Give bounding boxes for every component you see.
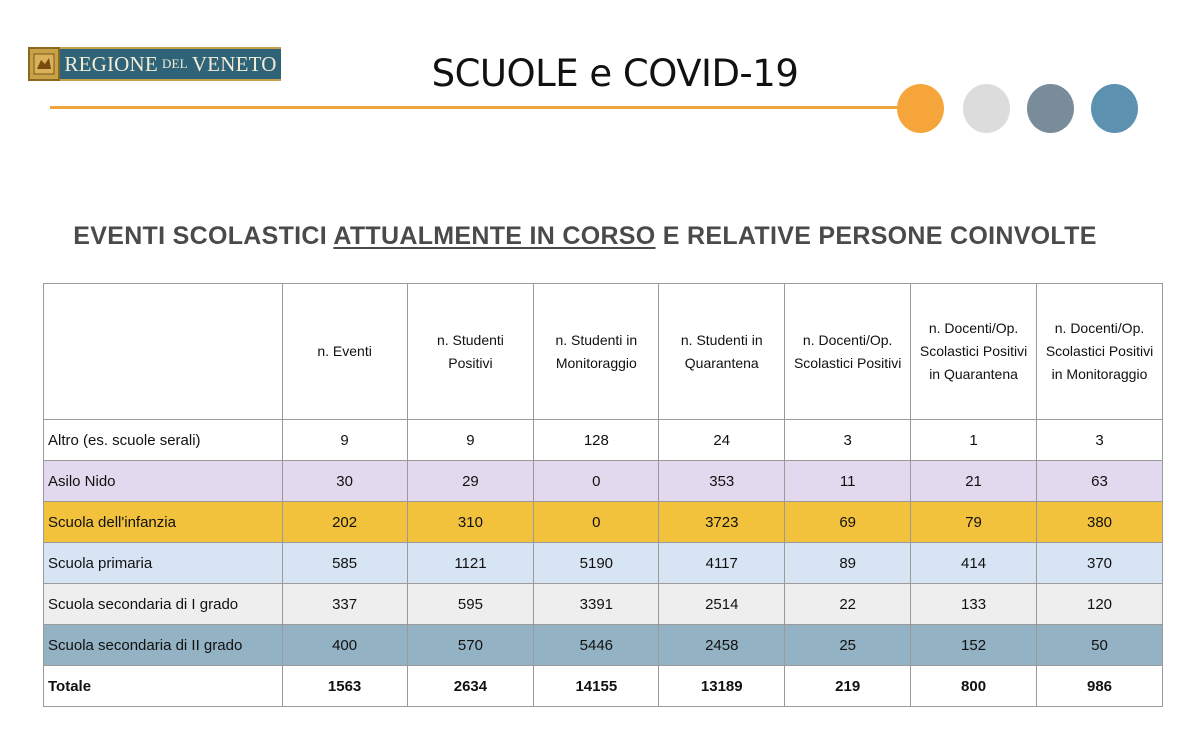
cell-value: 14155 bbox=[534, 666, 659, 707]
cell-value: 310 bbox=[407, 502, 534, 543]
cell-value: 24 bbox=[659, 420, 785, 461]
cell-value: 30 bbox=[282, 461, 407, 502]
cell-value: 1121 bbox=[407, 543, 534, 584]
cell-value: 63 bbox=[1037, 461, 1163, 502]
cell-value: 370 bbox=[1037, 543, 1163, 584]
cell-value: 585 bbox=[282, 543, 407, 584]
cell-value: 9 bbox=[407, 420, 534, 461]
row-label: Altro (es. scuole serali) bbox=[44, 420, 283, 461]
title-underline-rule bbox=[50, 106, 910, 109]
cell-value: 133 bbox=[911, 584, 1037, 625]
cell-value: 128 bbox=[534, 420, 659, 461]
cell-value: 1563 bbox=[282, 666, 407, 707]
cell-value: 2458 bbox=[659, 625, 785, 666]
cell-value: 337 bbox=[282, 584, 407, 625]
cell-value: 152 bbox=[911, 625, 1037, 666]
cell-value: 79 bbox=[911, 502, 1037, 543]
subtitle-before: EVENTI SCOLASTICI bbox=[73, 222, 334, 250]
table-row-totale bbox=[44, 666, 1163, 707]
row-label: Scuola primaria bbox=[44, 543, 283, 584]
row-label: Scuola secondaria di I grado bbox=[44, 584, 283, 625]
logo-text bbox=[60, 47, 281, 81]
table-row-altro bbox=[44, 420, 1163, 461]
cell-value: 11 bbox=[785, 461, 911, 502]
header-docenti-monitoraggio: n. Docenti/Op. Scolastici Positivi in Monitoraggio bbox=[1037, 284, 1163, 420]
table-row-secondaria-i bbox=[44, 584, 1163, 625]
header-empty bbox=[44, 284, 283, 420]
header-docenti-quarantena: n. Docenti/Op. Scolastici Positivi in Quarantena bbox=[911, 284, 1037, 420]
page-title: SCUOLE e COVID-19 bbox=[431, 52, 799, 95]
cell-value: 9 bbox=[282, 420, 407, 461]
cell-value: 219 bbox=[785, 666, 911, 707]
logo-text-main: REGIONE bbox=[64, 51, 158, 76]
cell-value: 25 bbox=[785, 625, 911, 666]
cell-value: 89 bbox=[785, 543, 911, 584]
header-studenti-monitoraggio: n. Studenti in Monitoraggio bbox=[534, 284, 659, 420]
cell-value: 50 bbox=[1037, 625, 1163, 666]
header-docenti-positivi: n. Docenti/Op. Scolastici Positivi bbox=[785, 284, 911, 420]
decorative-dot-slate bbox=[1027, 84, 1074, 133]
row-label: Totale bbox=[44, 666, 283, 707]
table-subtitle bbox=[0, 222, 1170, 251]
row-label: Scuola secondaria di II grado bbox=[44, 625, 283, 666]
cell-value: 3723 bbox=[659, 502, 785, 543]
header-eventi: n. Eventi bbox=[282, 284, 407, 420]
cell-value: 0 bbox=[534, 461, 659, 502]
row-label: Asilo Nido bbox=[44, 461, 283, 502]
cell-value: 3391 bbox=[534, 584, 659, 625]
cell-value: 5190 bbox=[534, 543, 659, 584]
header-studenti-positivi: n. Studenti Positivi bbox=[407, 284, 534, 420]
subtitle-underlined: ATTUALMENTE IN CORSO bbox=[333, 222, 656, 250]
cell-value: 414 bbox=[911, 543, 1037, 584]
table-header-row bbox=[44, 284, 1163, 420]
cell-value: 986 bbox=[1037, 666, 1163, 707]
covid-schools-table bbox=[43, 283, 1163, 707]
cell-value: 2634 bbox=[407, 666, 534, 707]
cell-value: 3 bbox=[1037, 420, 1163, 461]
cell-value: 400 bbox=[282, 625, 407, 666]
cell-value: 69 bbox=[785, 502, 911, 543]
decorative-dot-grey bbox=[963, 84, 1010, 133]
cell-value: 800 bbox=[911, 666, 1037, 707]
logo-text-end: VENETO bbox=[191, 51, 277, 76]
row-label: Scuola dell'infanzia bbox=[44, 502, 283, 543]
decorative-dot-orange bbox=[897, 84, 944, 133]
table-row-asilo-nido bbox=[44, 461, 1163, 502]
table-row-infanzia bbox=[44, 502, 1163, 543]
cell-value: 3 bbox=[785, 420, 911, 461]
decorative-dot-blue bbox=[1091, 84, 1138, 133]
cell-value: 202 bbox=[282, 502, 407, 543]
subtitle-after: E RELATIVE PERSONE COINVOLTE bbox=[655, 222, 1097, 250]
logo-text-small: DEL bbox=[161, 56, 188, 71]
cell-value: 2514 bbox=[659, 584, 785, 625]
region-logo bbox=[28, 47, 281, 81]
cell-value: 0 bbox=[534, 502, 659, 543]
cell-value: 120 bbox=[1037, 584, 1163, 625]
cell-value: 570 bbox=[407, 625, 534, 666]
cell-value: 595 bbox=[407, 584, 534, 625]
header-studenti-quarantena: n. Studenti in Quarantena bbox=[659, 284, 785, 420]
lion-emblem-icon bbox=[28, 47, 60, 81]
cell-value: 380 bbox=[1037, 502, 1163, 543]
table-row-primaria bbox=[44, 543, 1163, 584]
cell-value: 13189 bbox=[659, 666, 785, 707]
cell-value: 1 bbox=[911, 420, 1037, 461]
cell-value: 29 bbox=[407, 461, 534, 502]
table-row-secondaria-ii bbox=[44, 625, 1163, 666]
cell-value: 5446 bbox=[534, 625, 659, 666]
cell-value: 4117 bbox=[659, 543, 785, 584]
cell-value: 353 bbox=[659, 461, 785, 502]
cell-value: 21 bbox=[911, 461, 1037, 502]
cell-value: 22 bbox=[785, 584, 911, 625]
